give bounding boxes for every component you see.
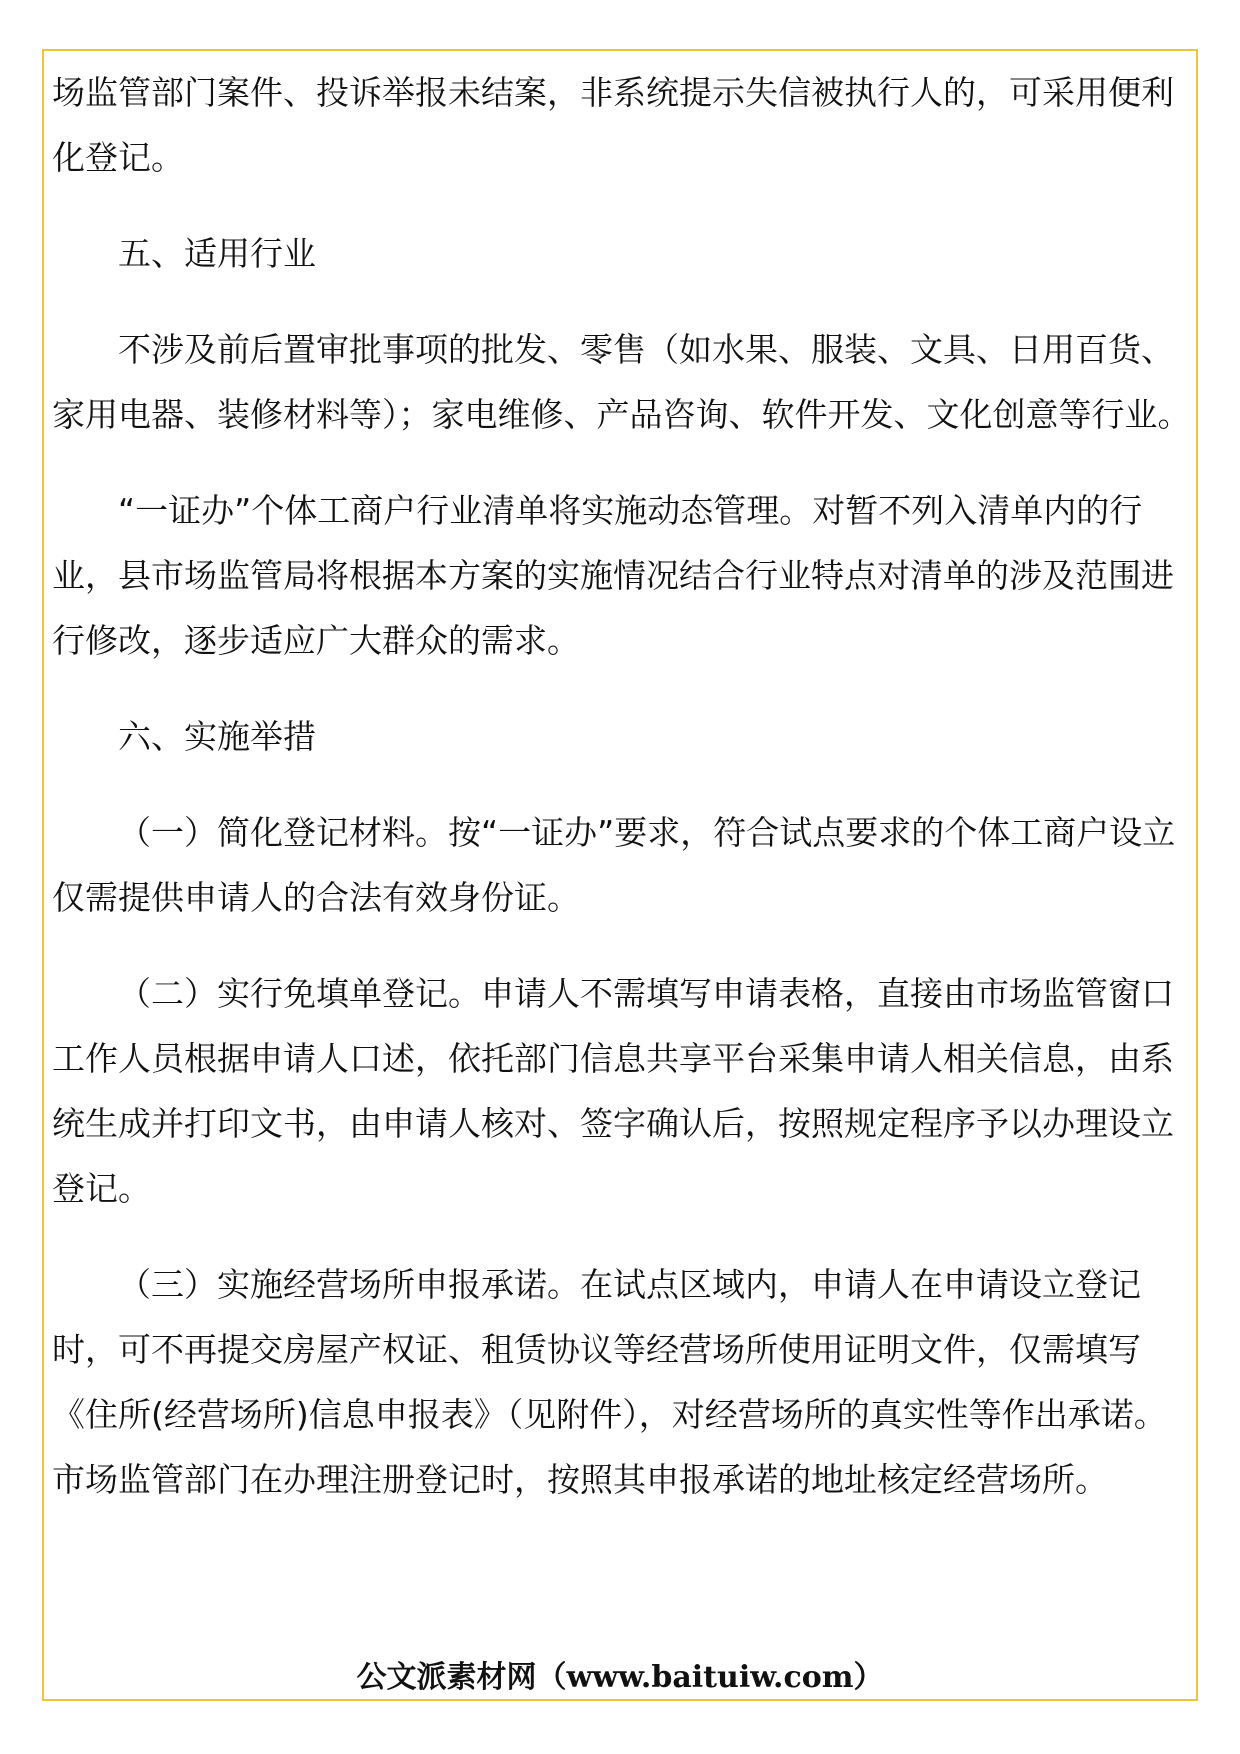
measure-three-paragraph: （三）实施经营场所申报承诺。在试点区域内，申请人在申请设立登记时，可不再提交房屋产权证、租赁协议等经营场所使用证明文件，仅需填写《住所(经营场所)信息申报表》（见附件），对经营场所的真实性等作出承诺。市场监管部门在办理注册登记时，按照其申报承诺的地址核定经营场所。 <box>52 1265 1167 1499</box>
section-heading-five: 五、适用行业 <box>118 234 316 273</box>
footer-watermark: 公文派素材网（www.baituiw.com） <box>356 1660 884 1695</box>
measure-two-paragraph: （二）实行免填单登记。申请人不需填写申请表格，直接由市场监管窗口工作人员根据申请人口述，依托部门信息共享平台采集申请人相关信息，由系统生成并打印文书，由申请人核对、签字确认后，按照规定程序予以办理设立登记。 <box>52 974 1174 1208</box>
section-heading-six: 六、实施举措 <box>118 717 316 756</box>
continuation-paragraph: 场监管部门案件、投诉举报未结案，非系统提示失信被执行人的，可采用便利化登记。 <box>52 73 1174 177</box>
dynamic-management-paragraph: “一证办”个体工商户行业清单将实施动态管理。对暂不列入清单内的行业，县市场监管局将根据本方案的实施情况结合行业特点对清单的涉及范围进行修改，逐步适应广大群众的需求。 <box>52 491 1174 660</box>
document-body <box>52 60 1192 1512</box>
measure-one-paragraph: （一）简化登记材料。按“一证办”要求，符合试点要求的个体工商户设立仅需提供申请人的合法有效身份证。 <box>52 813 1176 917</box>
industry-scope-paragraph: 不涉及前后置审批事项的批发、零售（如水果、服装、文具、日用百货、家用电器、装修材料等）；家电维修、产品咨询、软件开发、文化创意等行业。 <box>52 330 1191 434</box>
